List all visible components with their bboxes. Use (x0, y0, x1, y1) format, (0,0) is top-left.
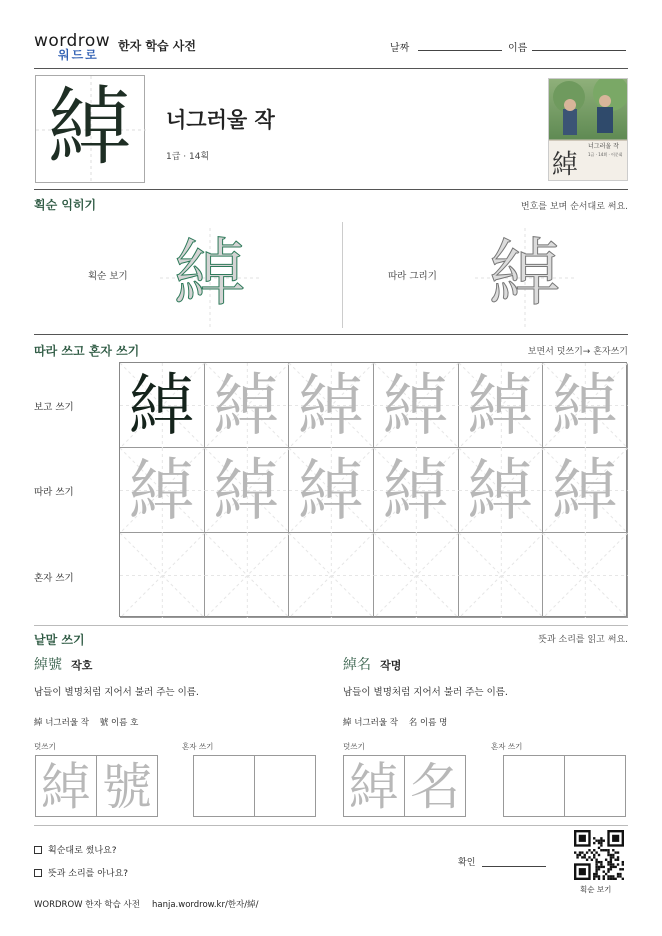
word-card-2-heading (343, 654, 401, 674)
practice-cell[interactable] (374, 448, 459, 533)
words-section-divider (34, 825, 628, 826)
cover-char: 綽 (552, 150, 579, 180)
row-label-self: 혼자 쓰기 (34, 573, 74, 584)
word-reading: 작명 (380, 659, 402, 672)
practice-cell[interactable] (289, 533, 374, 618)
row-label-trace: 따라 쓰기 (34, 487, 74, 498)
header-divider (34, 68, 628, 69)
practice-char: 綽 (298, 452, 365, 529)
word-trace-box[interactable] (35, 755, 97, 817)
practice-char: 綽 (128, 452, 195, 529)
practice-section-hint: 보면서 덧쓰기→ 혼자쓰기 (527, 347, 628, 357)
practice-grid (119, 362, 627, 617)
trace-char: 名 (410, 758, 460, 816)
word-hanja: 綽名 (343, 657, 371, 673)
practice-char: 綽 (382, 367, 449, 444)
trace-char: 綽 (41, 758, 91, 816)
word-trace-box[interactable] (96, 755, 158, 817)
cover-title: 너그러울 작 (588, 143, 619, 150)
checkbox-icon[interactable] (34, 869, 42, 877)
practice-cell[interactable] (289, 448, 374, 533)
wordrow-logo-sub: 워드로 (58, 48, 99, 62)
dictionary-title: 한자 학습 사전 (118, 39, 196, 53)
name-label: 이름 (508, 43, 528, 54)
word-self-box[interactable] (564, 755, 626, 817)
practice-cell[interactable] (543, 363, 628, 448)
word-trace-label: 덧쓰기 (34, 742, 56, 751)
char-meaning: 너그러울 작 (166, 108, 275, 132)
cover-sub: 1급 · 14획 · 어문회 (588, 152, 623, 157)
words-section-hint: 뜻과 소리를 읽고 써요. (538, 635, 628, 645)
date-label: 날짜 (390, 43, 410, 54)
trace-char: 號 (102, 758, 152, 816)
confirm-label: 확인 (458, 858, 476, 868)
practice-cell[interactable] (374, 363, 459, 448)
practice-cell[interactable] (543, 533, 628, 618)
practice-cell[interactable] (205, 533, 290, 618)
footer-url[interactable]: hanja.wordrow.kr/한자/綽/ (152, 900, 259, 910)
word-self-box[interactable] (254, 755, 316, 817)
practice-char: 綽 (128, 367, 195, 444)
word-card-1-heading (34, 654, 92, 674)
practice-cell[interactable] (543, 448, 628, 533)
footer-brand: WORDROW 한자 학습 사전 (34, 900, 140, 910)
stroke-section-divider (34, 334, 628, 335)
qr-label: 획순 보기 (580, 885, 612, 894)
practice-char: 綽 (382, 452, 449, 529)
practice-char: 綽 (467, 367, 534, 444)
checkbox-icon[interactable] (34, 846, 42, 854)
practice-cell[interactable] (289, 363, 374, 448)
practice-char: 綽 (467, 452, 534, 529)
practice-cell[interactable] (459, 448, 544, 533)
stroke-order-char: 綽 (173, 231, 246, 315)
word-self-box[interactable] (503, 755, 565, 817)
word-hanja: 綽號 (34, 657, 62, 673)
word-self-box[interactable] (193, 755, 255, 817)
word-trace-label: 덧쓰기 (343, 742, 365, 751)
qr-code-icon[interactable] (574, 830, 624, 880)
practice-char: 綽 (213, 452, 280, 529)
words-section-title: 낱말 쓰기 (34, 633, 85, 647)
practice-char: 綽 (552, 367, 619, 444)
practice-section-divider (34, 625, 628, 626)
practice-char: 綽 (213, 367, 280, 444)
stroke-order-diagram (160, 228, 260, 328)
stroke-view-label: 획순 보기 (88, 271, 128, 282)
practice-cell[interactable] (459, 363, 544, 448)
practice-cell[interactable] (205, 448, 290, 533)
word-self-label: 혼자 쓰기 (491, 742, 523, 751)
date-field[interactable] (418, 50, 502, 51)
wordrow-logo: wordrow (34, 31, 111, 51)
word-breakdown: 綽 너그러울 작 名 이름 명 (343, 718, 448, 728)
word-definition: 남들이 별명처럼 지어서 불러 주는 이름. (343, 687, 508, 698)
practice-cell[interactable] (120, 363, 205, 448)
stroke-section-hint: 번호를 보며 순서대로 써요. (520, 202, 628, 212)
practice-char: 綽 (298, 367, 365, 444)
practice-cell[interactable] (205, 363, 290, 448)
confirm-field[interactable] (482, 866, 546, 867)
practice-cell[interactable] (459, 533, 544, 618)
stroke-section-title: 획순 익히기 (34, 198, 97, 212)
char-info: 1급 · 14획 (166, 152, 210, 162)
trace-draw-char: 綽 (488, 231, 561, 315)
trace-draw-diagram[interactable] (475, 228, 575, 328)
practice-section-title: 따라 쓰고 혼자 쓰기 (34, 344, 140, 358)
trace-char: 綽 (349, 758, 399, 816)
word-definition: 남들이 별명처럼 지어서 불러 주는 이름. (34, 687, 199, 698)
checklist-item[interactable]: 획순대로 썼나요? (34, 843, 117, 856)
word-trace-box[interactable] (343, 755, 405, 817)
practice-cell[interactable] (120, 533, 205, 618)
word-breakdown: 綽 너그러울 작 號 이름 호 (34, 718, 139, 728)
hero-char: 綽 (47, 78, 132, 176)
trace-draw-label: 따라 그리기 (388, 271, 437, 282)
hero-divider (34, 189, 628, 190)
word-self-label: 혼자 쓰기 (182, 742, 214, 751)
practice-cell[interactable] (374, 533, 459, 618)
row-label-view: 보고 쓰기 (34, 402, 74, 413)
practice-cell[interactable] (120, 448, 205, 533)
stroke-divider (342, 222, 343, 328)
word-reading: 작호 (71, 659, 93, 672)
word-trace-box[interactable] (404, 755, 466, 817)
checklist-item[interactable]: 뜻과 소리를 아나요? (34, 866, 128, 879)
practice-char: 綽 (552, 452, 619, 529)
name-field[interactable] (532, 50, 626, 51)
